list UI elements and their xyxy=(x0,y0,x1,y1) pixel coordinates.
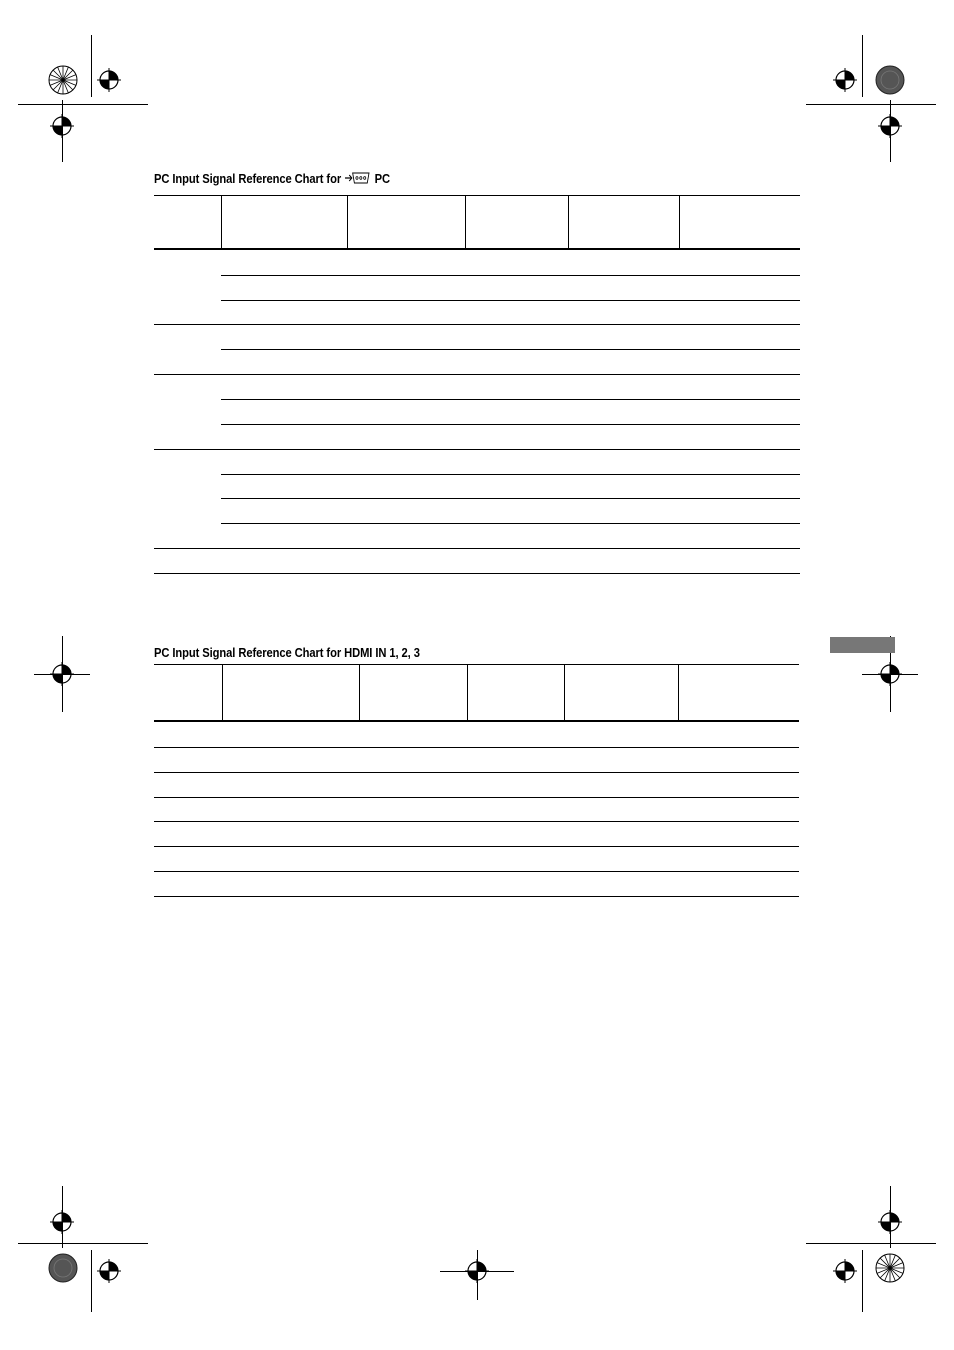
table1-row-rule xyxy=(221,399,800,400)
table1-title-suffix: PC xyxy=(374,171,391,186)
starburst-target-icon xyxy=(875,1253,905,1283)
table2-title: PC Input Signal Reference Chart for HDMI IN 1, 2, 3 xyxy=(154,645,420,660)
table1-col-divider xyxy=(679,195,680,248)
table2-col-divider xyxy=(678,664,679,720)
crosshair-register-icon xyxy=(833,1259,857,1283)
table1-group-rule xyxy=(154,374,800,375)
table2-row-rule xyxy=(154,871,799,872)
table1-group-rule xyxy=(154,324,800,325)
crosshair-register-icon xyxy=(97,1259,121,1283)
table1-row-rule xyxy=(221,523,800,524)
table2-col-divider xyxy=(222,664,223,720)
table1-row-rule xyxy=(221,474,800,475)
table2-row-rule xyxy=(154,747,799,748)
table1-top-rule xyxy=(154,195,800,196)
table2-col-divider xyxy=(564,664,565,720)
table1-row-rule xyxy=(221,275,800,276)
crosshair-register-icon xyxy=(465,1259,489,1283)
table2-row-rule xyxy=(154,797,799,798)
starburst-target-icon xyxy=(48,65,78,95)
table2-row-rule xyxy=(154,821,799,822)
crosshair-register-icon xyxy=(97,68,121,92)
table1-col-divider xyxy=(221,195,222,248)
table1-col-divider xyxy=(465,195,466,248)
section-tab-marker xyxy=(830,637,895,653)
table2-bottom-rule xyxy=(154,896,799,897)
table1-title xyxy=(154,171,390,186)
table2-header-rule xyxy=(154,720,799,722)
table1-group-rule xyxy=(154,449,800,450)
table2-col-divider xyxy=(359,664,360,720)
crosshair-register-icon xyxy=(833,68,857,92)
table1-row-rule xyxy=(221,300,800,301)
table1-col-divider xyxy=(347,195,348,248)
dark-target-icon xyxy=(48,1253,78,1283)
table1-header-rule xyxy=(154,248,800,250)
table1-col-divider xyxy=(568,195,569,248)
table2-row-rule xyxy=(154,846,799,847)
table1-title-prefix: PC Input Signal Reference Chart for xyxy=(154,171,342,186)
table2-top-rule xyxy=(154,664,799,665)
crosshair-register-icon xyxy=(878,662,902,686)
table2-row-rule xyxy=(154,772,799,773)
pc-input-connector-icon xyxy=(345,171,371,185)
table1-row-rule xyxy=(221,498,800,499)
table2-col-divider xyxy=(467,664,468,720)
dark-target-icon xyxy=(875,65,905,95)
crosshair-register-icon xyxy=(50,662,74,686)
table1-group-rule xyxy=(154,548,800,549)
crosshair-register-icon xyxy=(50,114,74,138)
crosshair-register-icon xyxy=(878,1210,902,1234)
crosshair-register-icon xyxy=(878,114,902,138)
crosshair-register-icon xyxy=(50,1210,74,1234)
table1-row-rule xyxy=(221,424,800,425)
table1-bottom-rule xyxy=(154,573,800,574)
table1-row-rule xyxy=(221,349,800,350)
